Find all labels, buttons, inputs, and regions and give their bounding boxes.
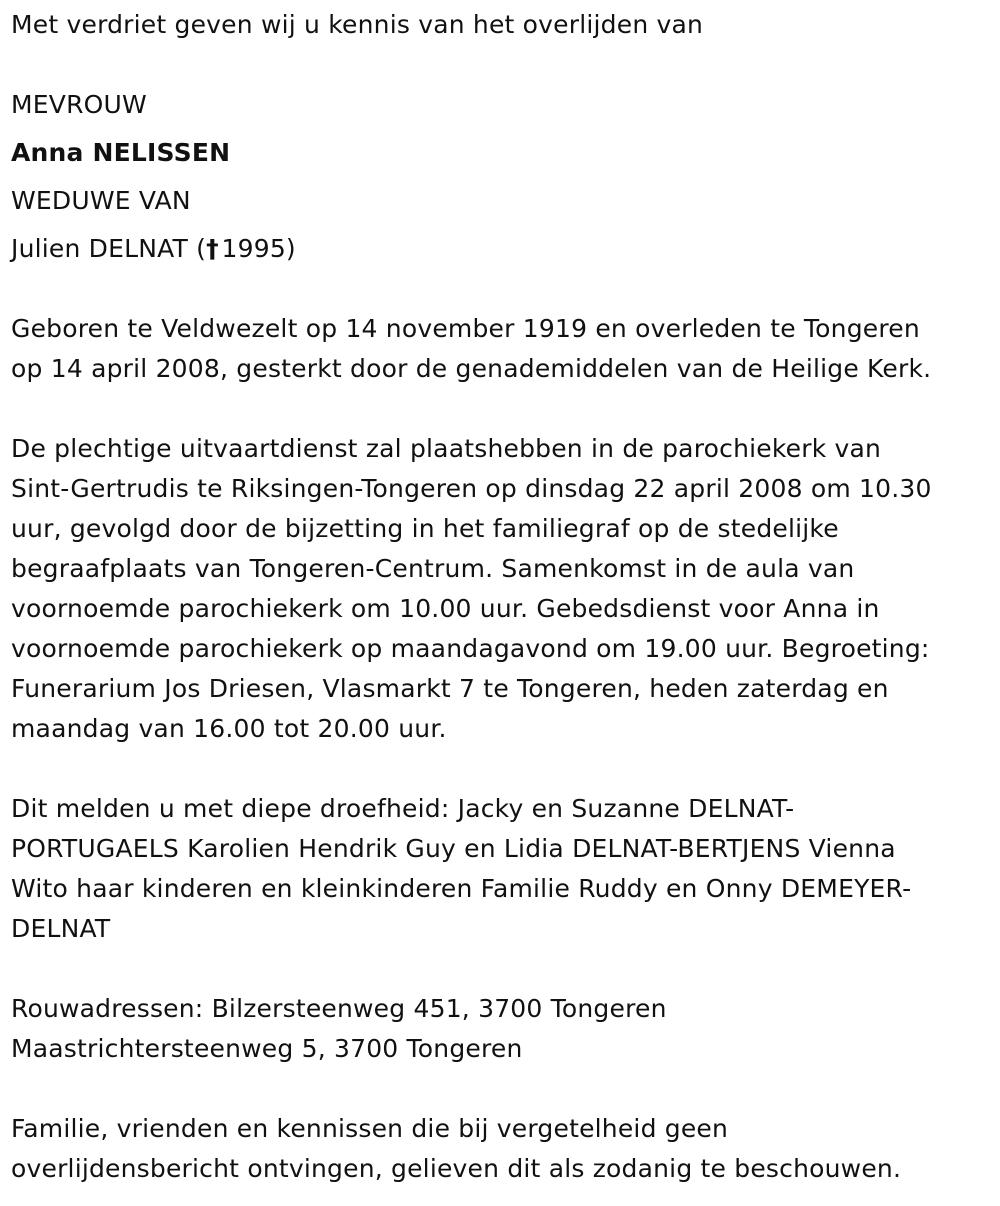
paragraph-line: Geboren te Veldwezelt op 14 november 1919 en overleden te Tongeren — [11, 314, 920, 343]
paragraph-line: uur, gevolgd door de bijzetting in het familiegraf op de stedelijke — [11, 514, 839, 543]
paragraph-line: overlijdensbericht ontvingen, gelieven dit als zodanig te beschouwen. — [11, 1154, 902, 1183]
paragraph-line: Dit melden u met diepe droefheid: Jacky en Suzanne DELNAT- — [11, 794, 795, 823]
closing-paragraph — [11, 1109, 986, 1189]
paragraph-line: op 14 april 2008, gesterkt door de genademiddelen van de Heilige Kerk. — [11, 354, 932, 383]
paragraph-line: Maastrichtersteenweg 5, 3700 Tongeren — [11, 1034, 523, 1063]
addresses-paragraph — [11, 989, 986, 1069]
paragraph-line: DELNAT — [11, 914, 111, 943]
paragraph-line: Funerarium Jos Driesen, Vlasmarkt 7 te Tongeren, heden zaterdag en — [11, 674, 889, 703]
widow-of-text: WEDUWE VAN — [11, 186, 191, 215]
spouse-death-year: 1995) — [221, 234, 296, 263]
intro-text: Met verdriet geven wij u kennis van het overlijden van — [11, 10, 704, 39]
deceased-name: Anna NELISSEN — [11, 138, 231, 167]
spouse-line — [11, 234, 296, 264]
paragraph-line: begraafplaats van Tongeren-Centrum. Samenkomst in de aula van — [11, 554, 855, 583]
title-text: MEVROUW — [11, 90, 147, 119]
service-paragraph — [11, 429, 986, 749]
paragraph-line: Rouwadressen: Bilzersteenweg 451, 3700 Tongeren — [11, 994, 667, 1023]
birth-death-paragraph — [11, 309, 986, 389]
paragraph-line: voornoemde parochiekerk op maandagavond om 19.00 uur. Begroeting: — [11, 634, 930, 663]
paragraph-line: De plechtige uitvaartdienst zal plaatshebben in de parochiekerk van — [11, 434, 882, 463]
paragraph-line: Sint-Gertrudis te Riksingen-Tongeren op dinsdag 22 april 2008 om 10.30 — [11, 474, 932, 503]
family-paragraph — [11, 789, 986, 949]
cross-icon: † — [206, 234, 219, 263]
spouse-name: Julien DELNAT ( — [11, 234, 207, 263]
paragraph-line: Familie, vrienden en kennissen die bij vergetelheid geen — [11, 1114, 729, 1143]
paragraph-line: PORTUGAELS Karolien Hendrik Guy en Lidia DELNAT-BERTJENS Vienna — [11, 834, 896, 863]
paragraph-line: maandag van 16.00 tot 20.00 uur. — [11, 714, 447, 743]
paragraph-line: Wito haar kinderen en kleinkinderen Familie Ruddy en Onny DEMEYER- — [11, 874, 912, 903]
paragraph-line: voornoemde parochiekerk om 10.00 uur. Gebedsdienst voor Anna in — [11, 594, 880, 623]
